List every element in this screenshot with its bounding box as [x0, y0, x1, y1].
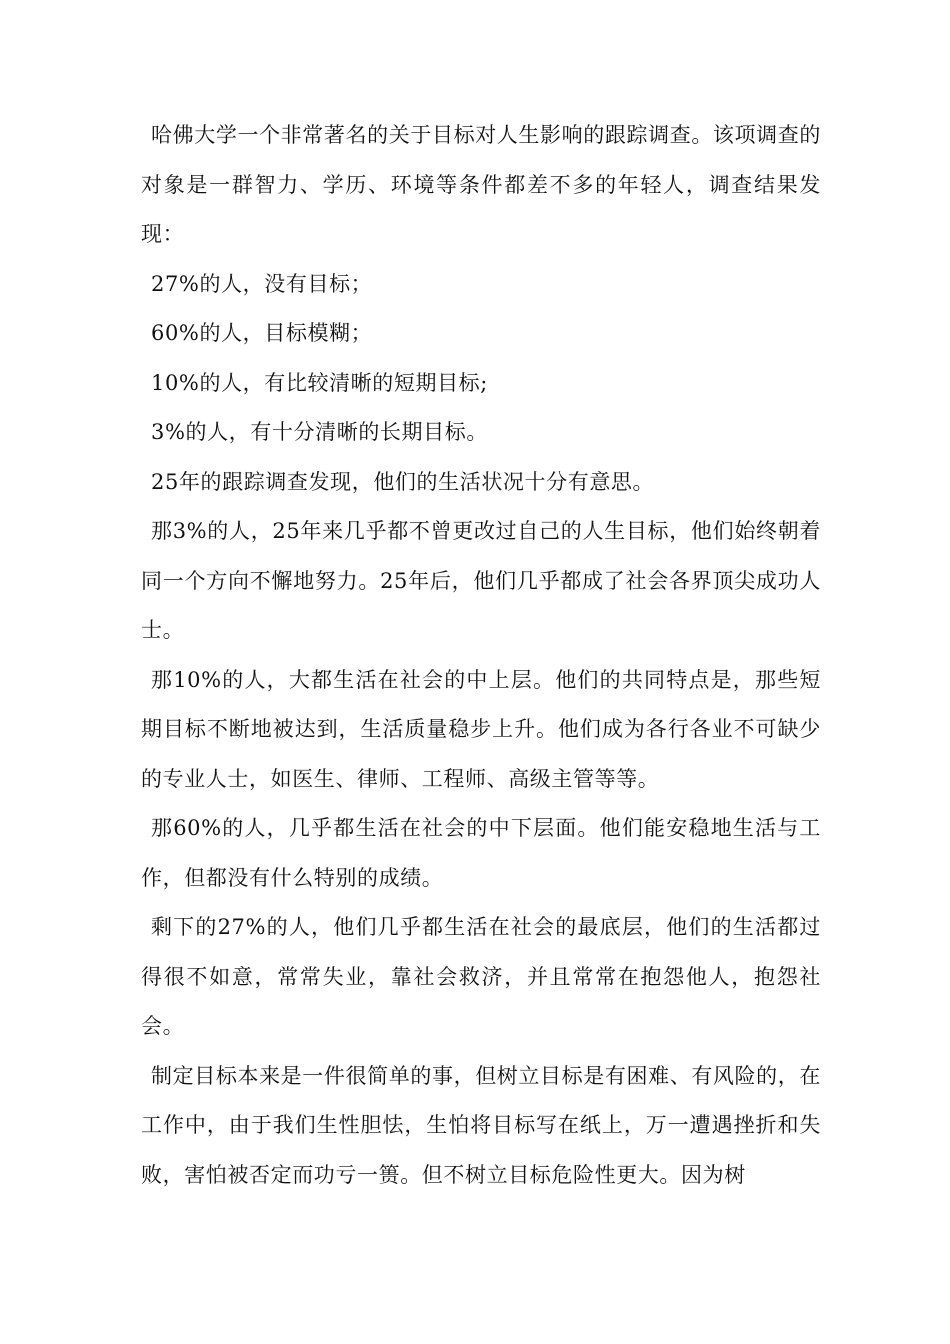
paragraph-intro: 哈佛大学一个非常著名的关于目标对人生影响的跟踪调查。该项调查的对象是一群智力、学历、环境等条件都差不多的年轻人，调查结果发现：: [141, 123, 821, 246]
paragraph-3-long-term-goal: 3%的人，有十分清晰的长期目标。: [151, 420, 488, 444]
paragraph-27-no-goal: 27%的人，没有目标；: [151, 271, 373, 296]
paragraph-10-result: 那10%的人，大都生活在社会的中上层。他们的共同特点是，那些短期目标不断地被达到，生活质量稳步上升。他们成为各行各业不可缺少的专业人士，如医生、律师、工程师、高级主管等等。: [141, 667, 821, 791]
paragraph-10-short-term-goal: 10%的人，有比较清晰的短期目标;: [151, 370, 488, 395]
paragraph-60-result: 那60%的人，几乎都生活在社会的中下层面。他们能安稳地生活与工作，但都没有什么特别的成绩。: [141, 816, 821, 890]
paragraph-27-result: 剩下的27%的人，他们几乎都生活在社会的最底层，他们的生活都过得很不如意，常常失业，靠社会救济，并且常常在抱怨他人，抱怨社会。: [141, 915, 821, 1038]
document-body: [141, 111, 821, 1200]
paragraph-25-year-finding: 25年的跟踪调查发现，他们的生活状况十分有意思。: [151, 469, 655, 494]
paragraph-goal-setting: 制定目标本来是一件很简单的事，但树立目标是有困难、有风险的，在工作中，由于我们生性胆怯，生怕将目标写在纸上，万一遭遇挫折和失败，害怕被否定而功亏一篑。但不树立目标危险性更大。因为树: [141, 1063, 821, 1187]
paragraph-60-vague-goal: 60%的人，目标模糊；: [151, 321, 373, 345]
paragraph-3-result: 那3%的人，25年来几乎都不曾更改过自己的人生目标，他们始终朝着同一个方向不懈地努力。25年后，他们几乎都成了社会各界顶尖成功人士。: [141, 519, 821, 642]
